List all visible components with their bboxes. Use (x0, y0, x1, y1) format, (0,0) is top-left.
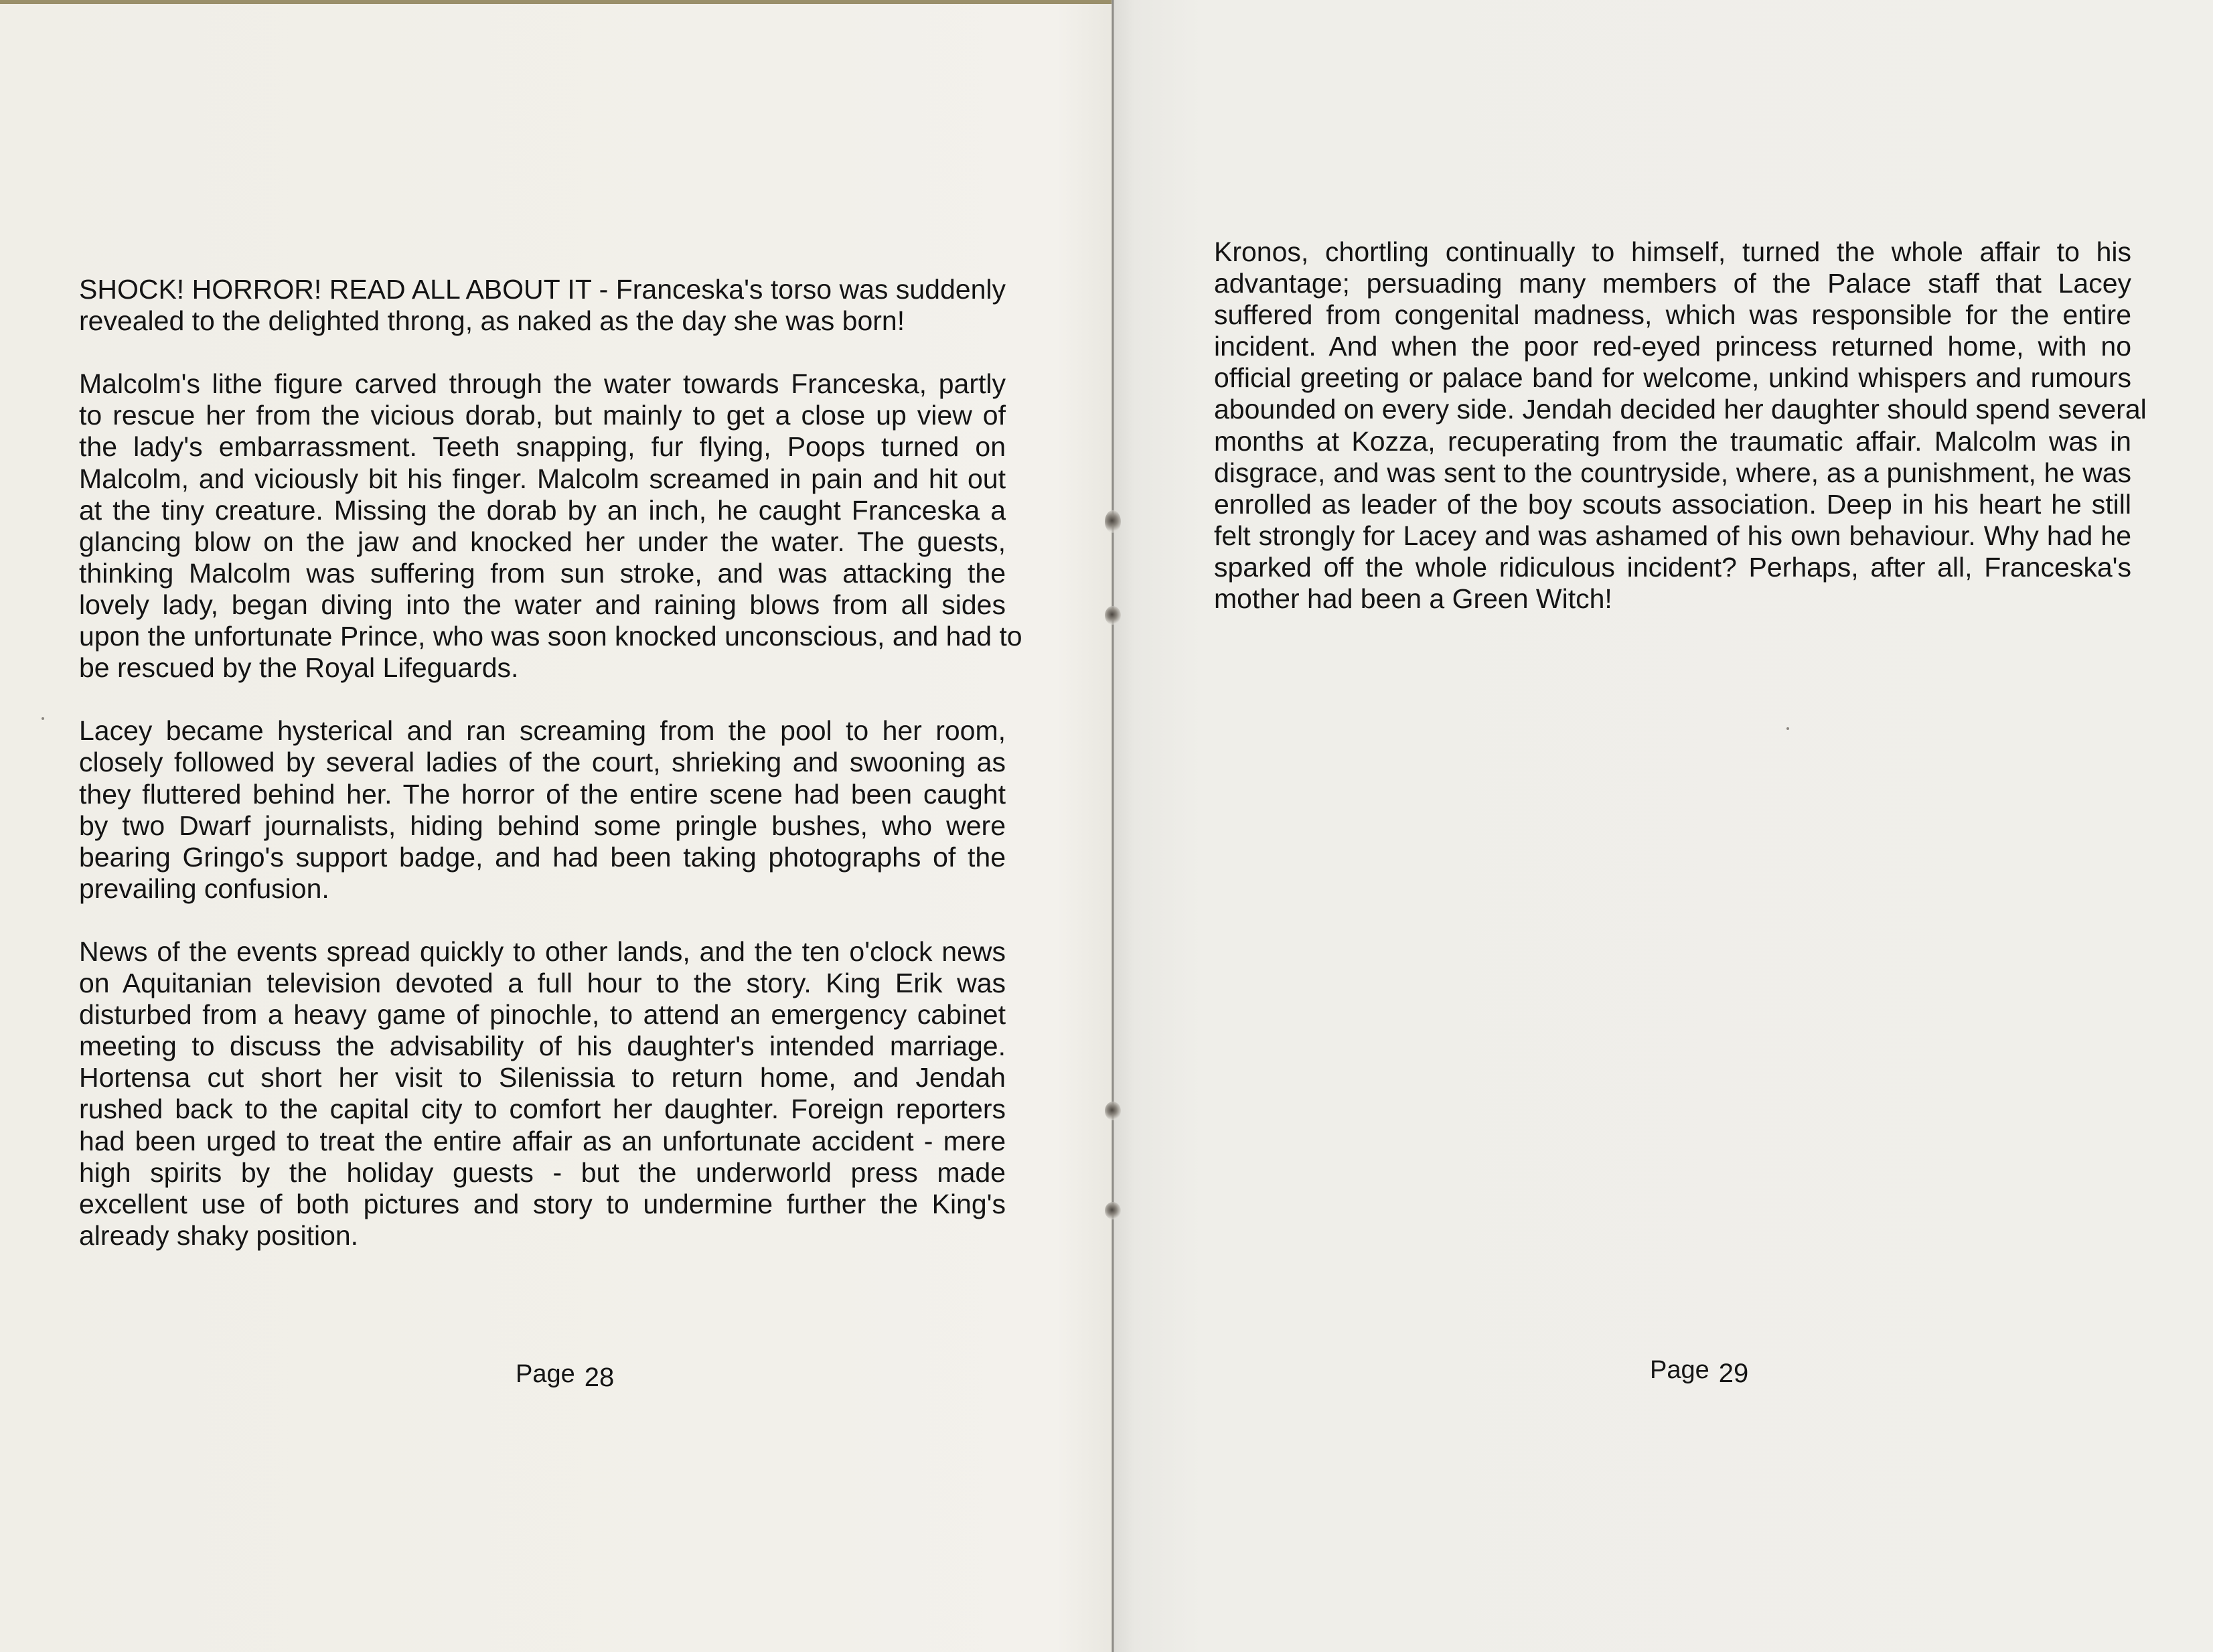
paragraph (79, 936, 1006, 1252)
text-line: Malcolm's lithe figure carved through the water towards Franceska, partly (79, 368, 1006, 400)
text-line: months at Kozza, recuperating from the traumatic affair. Malcolm was in (1214, 425, 2131, 457)
text-line: Hortensa cut short her visit to Silenissia to return home, and Jendah (79, 1062, 1006, 1094)
text-line: on Aquitanian television devoted a full hour to the story. King Erik was (79, 968, 1006, 999)
text-line: bearing Gringo's support badge, and had been taking photographs of the (79, 841, 1006, 873)
paragraph-gap (79, 337, 1006, 368)
page-number-value: 29 (1718, 1359, 1749, 1388)
paragraph-gap (79, 905, 1006, 936)
text-line: disturbed from a heavy game of pinochle, to attend an emergency cabinet (79, 999, 1006, 1031)
text-line: revealed to the delighted throng, as naked as the day she was born! (79, 305, 905, 337)
text-line: advantage; persuading many members of the Palace staff that Lacey (1214, 268, 2131, 299)
staple-mark (1105, 1102, 1121, 1120)
text-line: by two Dwarf journalists, hiding behind some pringle bushes, who were (79, 810, 1006, 841)
text-line: mother had been a Green Witch! (1214, 583, 1612, 615)
text-line: incident. And when the poor red-eyed princess returned home, with no (1214, 331, 2131, 362)
paragraph (79, 274, 1006, 337)
paragraph-gap (79, 684, 1006, 715)
text-line: they fluttered behind her. The horror of the entire scene had been caught (79, 778, 1006, 810)
page-label: Page (1650, 1356, 1709, 1384)
paper-speck (1786, 727, 1789, 730)
text-line: be rescued by the Royal Lifeguards. (79, 652, 519, 684)
page-number-right (1650, 1355, 1749, 1388)
text-line: official greeting or palace band for welcome, unkind whispers and rumours (1214, 362, 2131, 394)
text-line: had been urged to treat the entire affair as an unfortunate accident - mere (79, 1125, 1006, 1156)
text-line: rushed back to the capital city to comfort her daughter. Foreign reporters (79, 1094, 1006, 1125)
left-page-body (79, 274, 1022, 1252)
book-spine (1112, 0, 1114, 1652)
text-line: thinking Malcolm was suffering from sun stroke, and was attacking the (79, 557, 1006, 589)
text-line: SHOCK! HORROR! READ ALL ABOUT IT - Franceska's torso was suddenly (79, 274, 1006, 305)
text-line: enrolled as leader of the boy scouts association. Deep in his heart he still (1214, 488, 2131, 520)
text-line: high spirits by the holiday guests - but the underworld press made (79, 1156, 1006, 1188)
text-line: glancing blow on the jaw and knocked her under the water. The guests, (79, 526, 1006, 557)
text-line: felt strongly for Lacey and was ashamed of his own behaviour. Why had he (1214, 520, 2131, 551)
text-line: sparked off the whole ridiculous incident? Perhaps, after all, Franceska's (1214, 551, 2131, 583)
page-label: Page (516, 1360, 575, 1388)
paragraph (79, 368, 1022, 684)
paragraph (79, 715, 1006, 905)
text-line: to rescue her from the vicious dorab, but mainly to get a close up view of (79, 400, 1006, 431)
page-number-left (516, 1359, 615, 1392)
staple-mark (1105, 510, 1121, 533)
staple-mark (1105, 606, 1121, 625)
text-line: excellent use of both pictures and story to undermine further the King's (79, 1188, 1006, 1219)
text-line: the lady's embarrassment. Teeth snapping, fur flying, Poops turned on (79, 431, 1006, 463)
paper-speck (42, 717, 44, 720)
right-page-body (1214, 236, 2147, 615)
text-line: lovely lady, began diving into the water and raining blows from all sides (79, 589, 1006, 620)
text-line: suffered from congenital madness, which was responsible for the entire (1214, 299, 2131, 331)
text-line: upon the unfortunate Prince, who was soon knocked unconscious, and had to (79, 621, 1022, 652)
text-line: at the tiny creature. Missing the dorab by an inch, he caught Franceska a (79, 494, 1006, 526)
text-line: News of the events spread quickly to other lands, and the ten o'clock news (79, 935, 1006, 967)
text-line: Lacey became hysterical and ran screaming from the pool to her room, (79, 715, 1006, 747)
text-line: abounded on every side. Jendah decided her daughter should spend several (1214, 394, 2147, 425)
page-number-value: 28 (584, 1363, 615, 1392)
text-line: Kronos, chortling continually to himself, turned the whole affair to his (1214, 236, 2131, 267)
text-line: closely followed by several ladies of the court, shrieking and swooning as (79, 747, 1006, 778)
staple-mark (1105, 1202, 1121, 1219)
text-line: Malcolm, and viciously bit his finger. Malcolm screamed in pain and hit out (79, 463, 1006, 494)
text-line: prevailing confusion. (79, 873, 329, 904)
text-line: disgrace, and was sent to the countryside, where, as a punishment, he was (1214, 457, 2131, 488)
paragraph (1214, 236, 2147, 615)
text-line: already shaky position. (79, 1219, 359, 1251)
text-line: meeting to discuss the advisability of his daughter's intended marriage. (79, 1031, 1006, 1062)
